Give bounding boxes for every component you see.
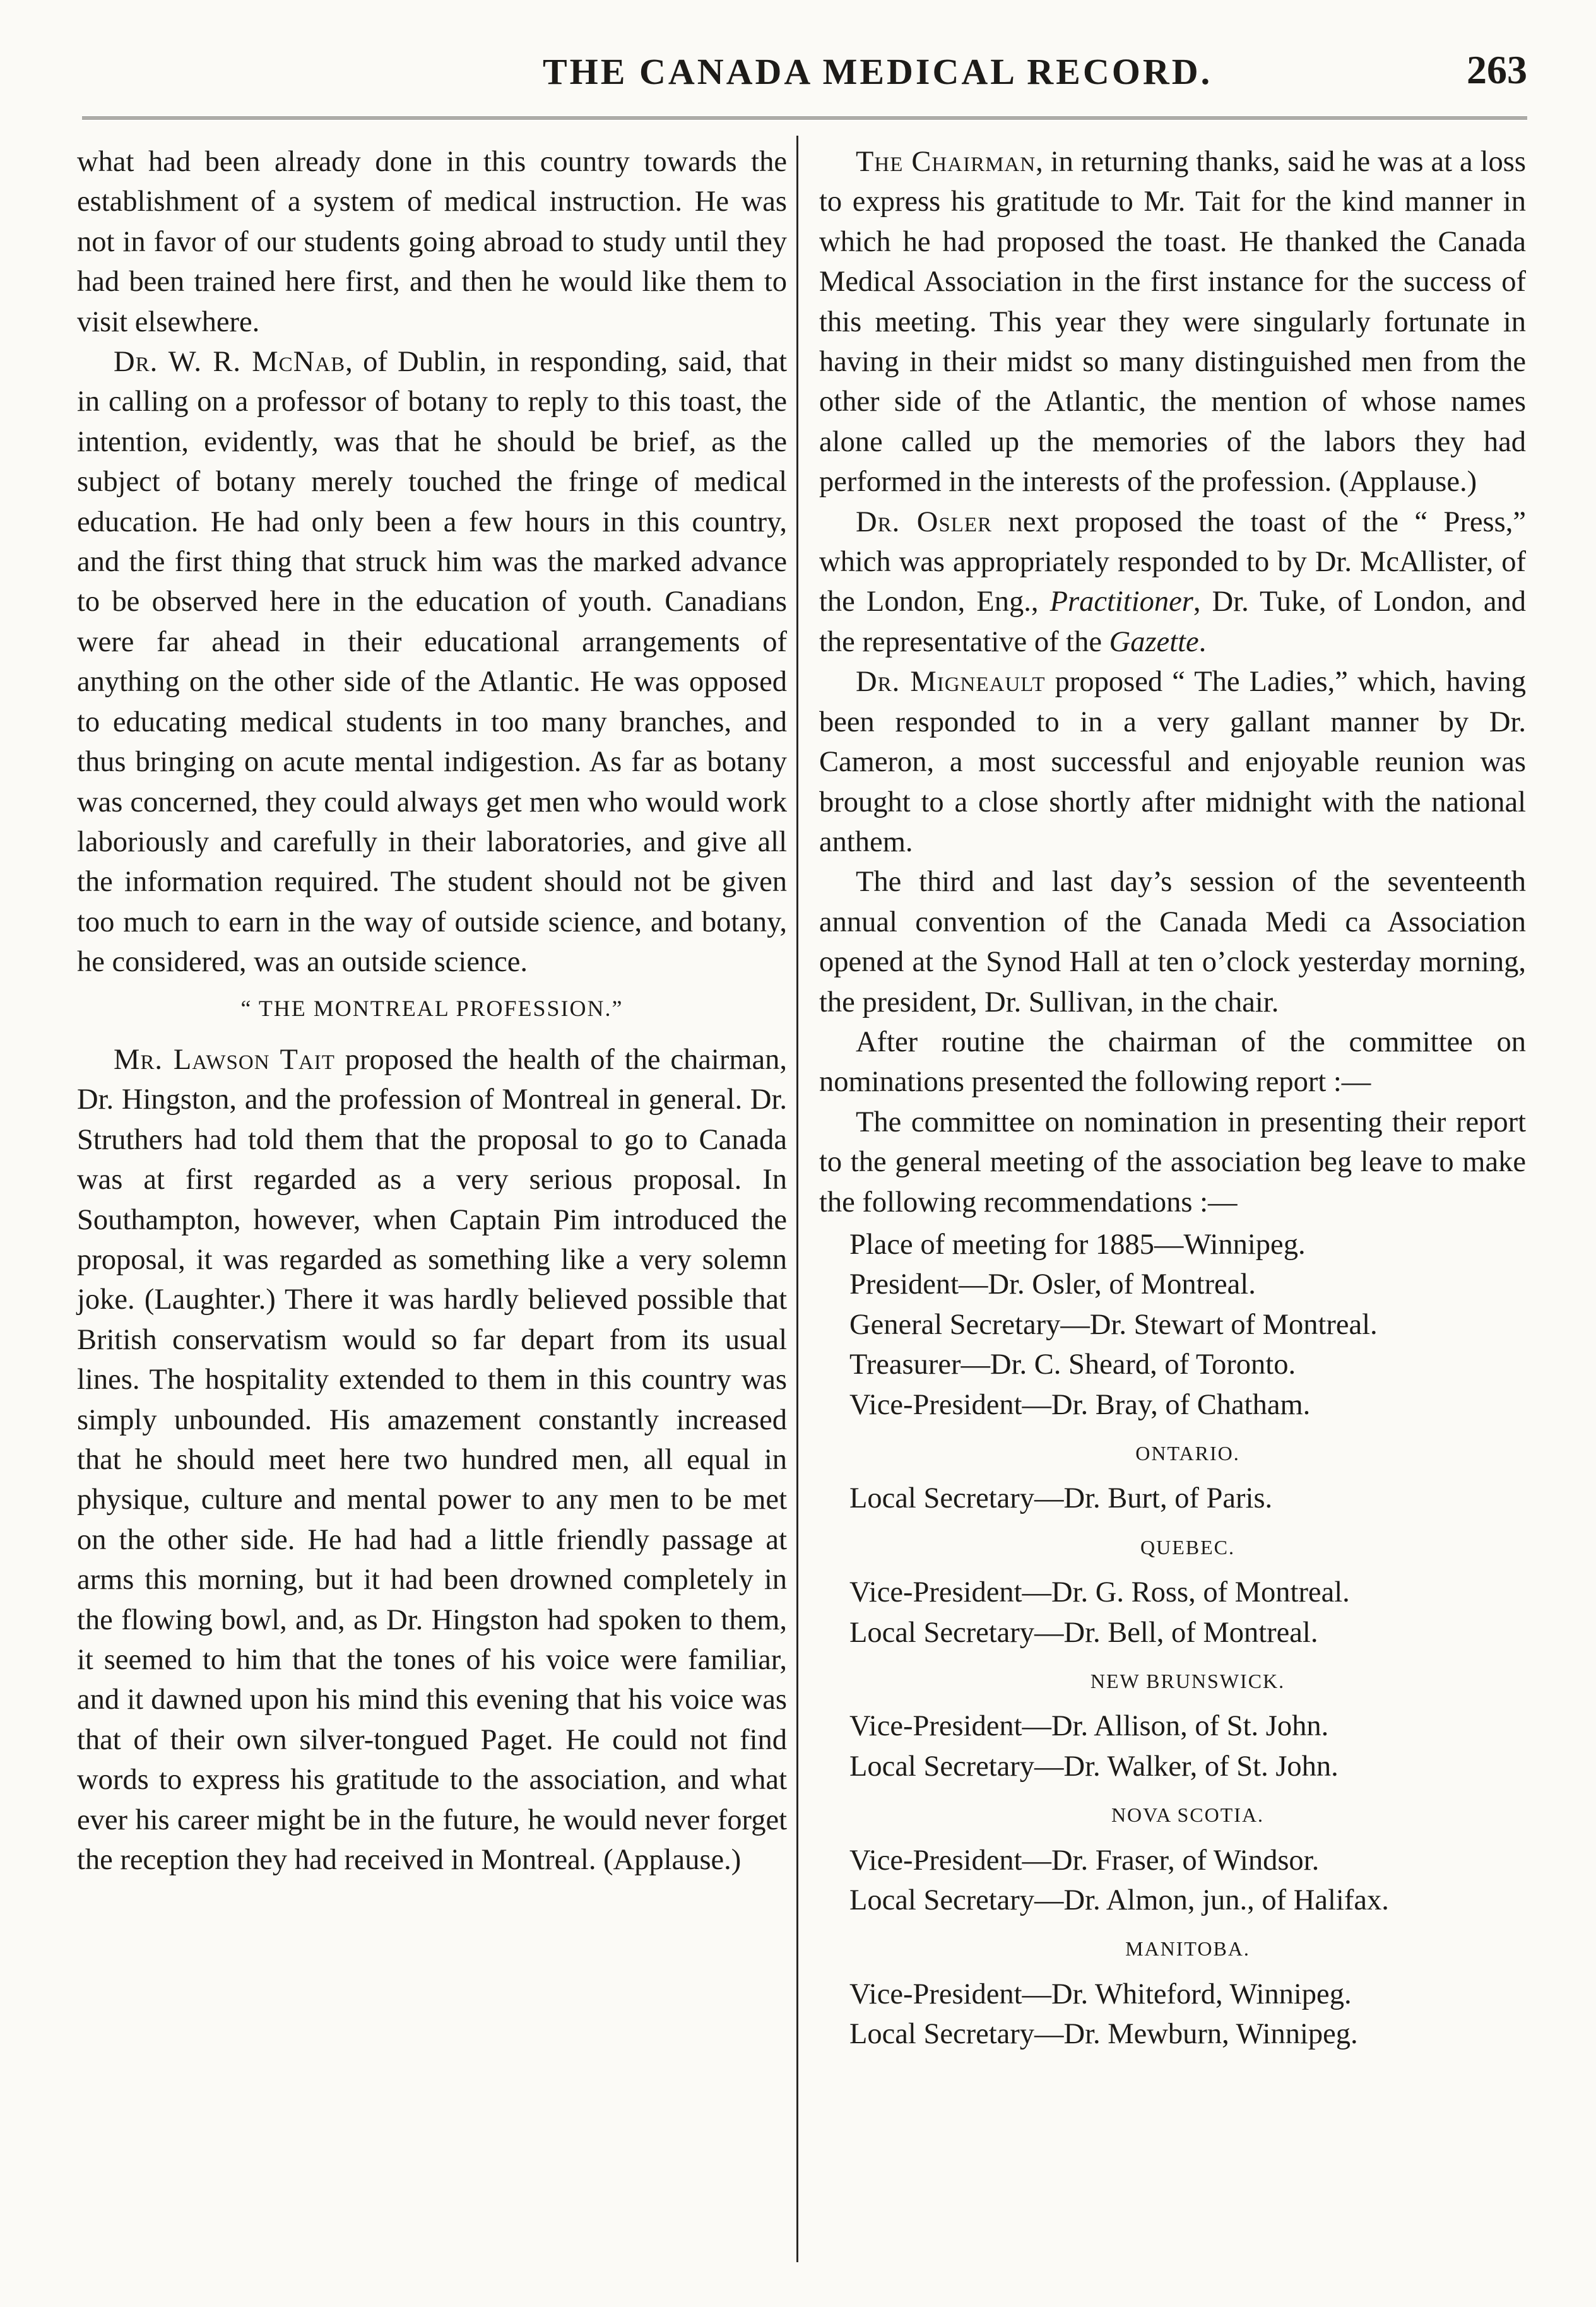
header-rule — [82, 117, 1527, 122]
province-heading-manitoba: MANITOBA. — [1125, 1937, 1250, 1961]
right-column — [819, 142, 1526, 2055]
recommendation-line: President—Dr. Osler, of Montreal. — [849, 1268, 1256, 1301]
left-column — [77, 142, 787, 1880]
paragraph-text: proposed the health of the chairman, Dr. Hingston, and the profession of Montreal in general. Dr. Struthers had told them that the proposal to go to Canada was at first regarded as a very serious proposal. In Southampton, however, when Captain Pim introduced the proposal, it was regarded as something like a very solemn joke. (Laughter.) There it was hardly believed possible that British conservatism would so far depart from its usual lines. The hospitality extended to them in this country was simply unbounded. His amazement constantly increased that he should meet here two hundred men, all equal in physique, culture and mental power to any men to be met on the other side. He had had a little friendly passage at arms this morning, but it had been drowned completely in the flowing bowl, and, as Dr. Hingston had spoken to them, it seemed to him that the tones of his voice were familiar, and it dawned upon his mind this evening that his voice was that of their own silver-tongued Paget. He could not find words to express his gratitude to the association, and what ever his career might be in the future, he would never forget the reception they had received in Montreal. (Applause.) — [77, 1043, 787, 1877]
speaker-name: Dr. Migneault — [856, 666, 1046, 699]
paragraph-text: . — [1198, 625, 1207, 658]
speaker-name: The Chairman — [856, 146, 1036, 178]
recommendation-line: Local Secretary—Dr. Walker, of St. John. — [849, 1750, 1339, 1783]
recommendations-list — [849, 1225, 1526, 2055]
recommendation-line: Local Secretary—Dr. Burt, of Paris. — [849, 1482, 1273, 1515]
province-heading-new-brunswick: NEW BRUNSWICK. — [1090, 1670, 1286, 1693]
province-heading-nova-scotia: NOVA SCOTIA. — [1111, 1803, 1265, 1827]
province-heading-ontario: ONTARIO. — [1135, 1442, 1240, 1465]
paragraph-text: , in returning thanks, said he was at a loss to express his gratitude to Mr. Tait for the kind manner in which he had proposed the toast. He thanked the Canada Medical Association in the first instance for the success of this meeting. This year they were singularly fortunate in having in their midst so many distinguished men from the other side of the Atlantic, the mention of whose names alone called up the memories of the labors they had performed in the interests of the profession. (Applause.) — [819, 146, 1527, 499]
recommendation-line: Treasurer—Dr. C. Sheard, of Toronto. — [849, 1348, 1296, 1381]
paragraph: The third and last day’s session of the seventeenth annual convention of the Canada Medi ca Association opened at the Synod Hall at ten o’clock yesterday morning, the president, Dr. Sullivan, in the chair. — [819, 866, 1526, 1018]
speaker-name: Dr. Osler — [856, 505, 993, 538]
recommendation-line: Vice-President—Dr. Fraser, of Windsor. — [849, 1844, 1320, 1877]
paragraph-text: , Dr. Tuke, of London, and the representative of the — [819, 586, 1526, 658]
paragraph — [819, 142, 1526, 502]
recommendation-line: Vice-President—Dr. Whiteford, Winnipeg. — [849, 1978, 1352, 2010]
recommendation-line: Vice-President—Dr. Bray, of Chatham. — [849, 1388, 1311, 1421]
recommendation-line: Place of meeting for 1885—Winnipeg. — [849, 1228, 1306, 1261]
paragraph — [77, 1040, 787, 1880]
paragraph-text: proposed “ The Ladies,” which, having been responded to in a very gallant manner by Dr. Cameron, a most successful and enjoyable reunion was brought to a close shortly after midnight with the national anthem. — [819, 666, 1526, 858]
recommendation-line: Vice-President—Dr. G. Ross, of Montreal. — [849, 1576, 1350, 1609]
running-title: THE CANADA MEDICAL RECORD. — [543, 51, 1213, 92]
page-number: 263 — [1467, 47, 1527, 92]
province-heading-quebec: QUEBEC. — [1140, 1535, 1235, 1559]
speaker-name: Mr. Lawson Tait — [114, 1043, 335, 1076]
paragraph — [819, 662, 1526, 862]
recommendation-line: Vice-President—Dr. Allison, of St. John. — [849, 1710, 1329, 1743]
paragraph-text: , of Dublin, in responding, said, that in calling on a professor of botany to reply to this toast, the intention, evidently, was that he should be brief, as the subject of botany merely touched the fringe of medical education. He had only been a few hours in this country, and the first thing that struck him was the marked advance to be observed here in the education of youth. Canadians were far ahead in their educational arrangements of anything on the other side of the Atlantic. He was opposed to educating medical students in too many branches, and thus bringing on acute mental indigestion. As far as botany was concerned, they could always get men who would work laboriously and carefully in their laboratories, and give all the information required. The student should not be given too much to earn in the way of outside science, and botany, he considered, was an outside science. — [77, 346, 788, 979]
column-divider — [796, 136, 798, 2262]
page-header — [76, 25, 1527, 101]
paragraph-text: next proposed the toast of the “ Press,” which was appropriately responded to by Dr. McAllister, of the London, Eng., — [819, 505, 1526, 618]
paragraph: what had been already done in this country towards the establishment of a system of medical instruction. He was not in favor of our students going abroad to study until they had been trained here first, and then he would like them to visit elsewhere. — [77, 146, 787, 338]
paragraph: The committee on nomination in presenting their report to the general meeting of the association beg leave to make the following recommendations :— — [819, 1106, 1526, 1218]
speaker-name: Dr. W. R. McNab — [114, 346, 346, 379]
publication-title: Gazette — [1109, 625, 1199, 658]
paragraph: After routine the chairman of the committee on nominations presented the following report :— — [819, 1025, 1526, 1099]
paragraph — [819, 502, 1526, 663]
recommendation-line: Local Secretary—Dr. Almon, jun., of Halifax. — [849, 1884, 1389, 1917]
section-heading: “ THE MONTREAL PROFESSION.” — [240, 995, 624, 1021]
paragraph — [77, 342, 787, 982]
recommendation-line: Local Secretary—Dr. Mewburn, Winnipeg. — [849, 2018, 1358, 2051]
recommendation-line: Local Secretary—Dr. Bell, of Montreal. — [849, 1616, 1318, 1649]
publication-title: Practitioner — [1049, 586, 1193, 618]
recommendation-line: General Secretary—Dr. Stewart of Montreal. — [849, 1308, 1378, 1341]
